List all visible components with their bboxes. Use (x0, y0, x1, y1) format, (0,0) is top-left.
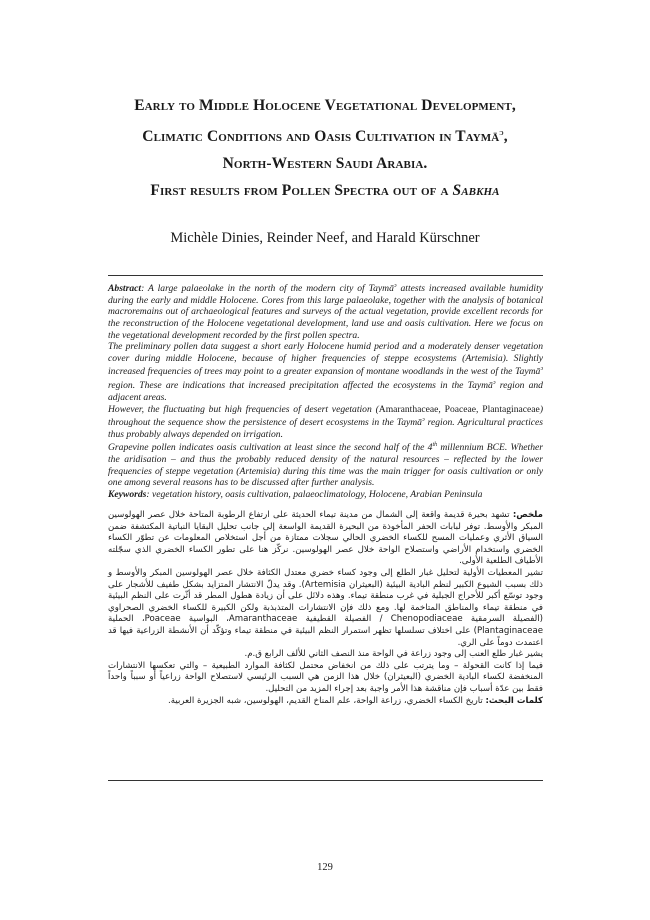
paper-title (60, 92, 590, 204)
arabic-paragraph-3: يشير غبار طلع العنب إلى وجود زراعة في الواحة منذ النصف الثاني للألف الرابع ق.م. (244, 649, 543, 660)
abstract-paragraph-1: Abstract: A large palaeolake in the north of the modern city of Taymā$^ͻ$ attests increased available humidity during the early and middle Holocene. Cores from this large palaeolake, together with the analysis of botanical macroremains out of archaeological features and surveys of the actual vegetation, provide excellent records for the reconstruction of the Holocene vegetational development, land use and oasis cultivation. Here we focus on the vegetational development recorded by the first pollen spectra. (108, 283, 543, 341)
abstract-paragraph-3: However, the fluctuating but high frequencies of desert vegetation (Amaranthaceae, Poaceae, Plantaginaceae) throughout the sequence show the persistence of desert ecosystems in the Taymā$^ͻ$ region. Agricultural practices thus probably always depended on irrigation. (108, 403, 544, 440)
page-number: 129 (317, 862, 333, 873)
arabic-paragraph-1: ملخص: تشهد بحيرة قديمة واقعة إلى الشمال من مدينة تيماء الحديثة على ارتفاع الرطوبة المتاحة خلال عصر الهولوسين المبكر والأوسط. توفر لبابات الحفر المأخوذة من البحيرة القديمة الواسعة إلى جانب تحليل البقايا النباتية المكتشفة ضمن السياق الأثري وعمليات المسح للكساء الخضري الحالي سجلات ممتازة من أجل استخلاص المعلومات عن تطوّر الكساء الخضري واستخدام الأراضي واستصلاح الواحة خلال عصر الهولوسين. نركّز هنا على تطور الكساء الخضري الذي سجّلته الأطياف الطلعية الأولى. (108, 510, 543, 567)
abstract-paragraph-2: The preliminary pollen data suggest a short early Holocene humid period and a moderately denser vegetation cover during middle Holocene, because of higher frequencies of steppe ecosystems (Artemisia). Slightly increased frequencies of trees may point to a greater expansion of montane woodlands in the west of the Taymā$^ͻ$ region. These are indications that increased precipitation affected the ecosystems in the Taymā$^ͻ$ region and adjacent areas. (108, 341, 543, 403)
arabic-paragraph-2: تشير المعطيات الأولية لتحليل غبار الطلع إلى وجود كساء خضري معتدل الكثافة خلال عصر الهولوسين المبكر والأوسط و ذلك بسبب الشيوع الكبير لنظم البادية البيئية (البعيثران Artemisia). وقد يدلّ الانتشار المتزايد بشكل طفيف للأشجار على وجود توسّع أكبر للأحراج الجبلية في غرب منطقة تيماء. وهذه دلائل على أن زيادة هطول المطر قد أثّرت على النظم البيئية في منطقة تيماء والمناطق المتاخمة لها. ومع ذلك فإن الانتشارات المتذبذبة ولكن الكبيرة للكساء الخضري الصحراوي (الفصيلة السرمقية Chenopodiaceae / الفصيلة القطيفية Amaranthaceae، البواسية Poaceae، الحملية Plantaginaceae) على اختلاف تسلسلها تظهر استمرار النظم البيئية في منطقة تيماء وتؤكّد أن الأنشطة الزراعية فيها قد اعتمدت دوماً على الري. (108, 567, 544, 648)
arabic-abstract-label: ملخص: (512, 510, 543, 520)
top-divider (108, 275, 543, 276)
authors: Michèle Dinies, Reinder Neef, and Harald Kürschner (170, 230, 480, 246)
title-line-2: Climatic Conditions and Oasis Cultivation in Taymā$^ͻ$, (142, 128, 508, 146)
arabic-paragraph-4: فيما إذا كانت القحولة – وما يترتب على ذلك من انخفاض محتمل لكثافة الموارد الطبيعية – والتي تعكسها الانتشارات المنخفضة لكساء البادية الخضري (البعيثران) خلال هذا الزمن هي السبب الرئيسي لاستصلاح الواحة زراعياً أو سبباً واحداً فقط بين عدّة أسباب فإن مناقشة هذا الأمر واجبة بعد إجراء المزيد من التحليل. (108, 660, 543, 694)
abstract-label: Abstract (108, 283, 142, 295)
keywords: Keywords: vegetation history, oasis cultivation, palaeoclimatology, Holocene, Arabian Peninsula (108, 489, 483, 501)
title-line-3: North-Western Saudi Arabia. (222, 155, 428, 173)
arabic-keywords-label: كلمات البحث: (485, 695, 543, 706)
abstract-arabic (108, 510, 543, 707)
abstract-paragraph-4: Grapevine pollen indicates oasis cultivation at least since the second half of the 4th millennium BCE. Whether the aridisation – and thus the probably reduced density of the natural resources – reflected by the lower frequencies of steppe vegetation (Artemisia) during this time was the main trigger for oasis cultivation or only one among several reasons has to be discussed after further analysis. (108, 442, 543, 489)
bottom-divider (108, 780, 543, 781)
title-line-4: First results from Pollen Spectra out of a Sabkha (150, 182, 500, 200)
arabic-keywords: كلمات البحث: تاريخ الكساء الخضري، زراعة الواحة، علم المناخ القديم، الهولوسين، شبه الجزيرة العربية. (168, 695, 543, 706)
title-line-1: Early to Middle Holocene Vegetational Development, (134, 97, 516, 114)
keywords-label: Keywords (108, 489, 147, 501)
abstract-english (108, 281, 543, 501)
